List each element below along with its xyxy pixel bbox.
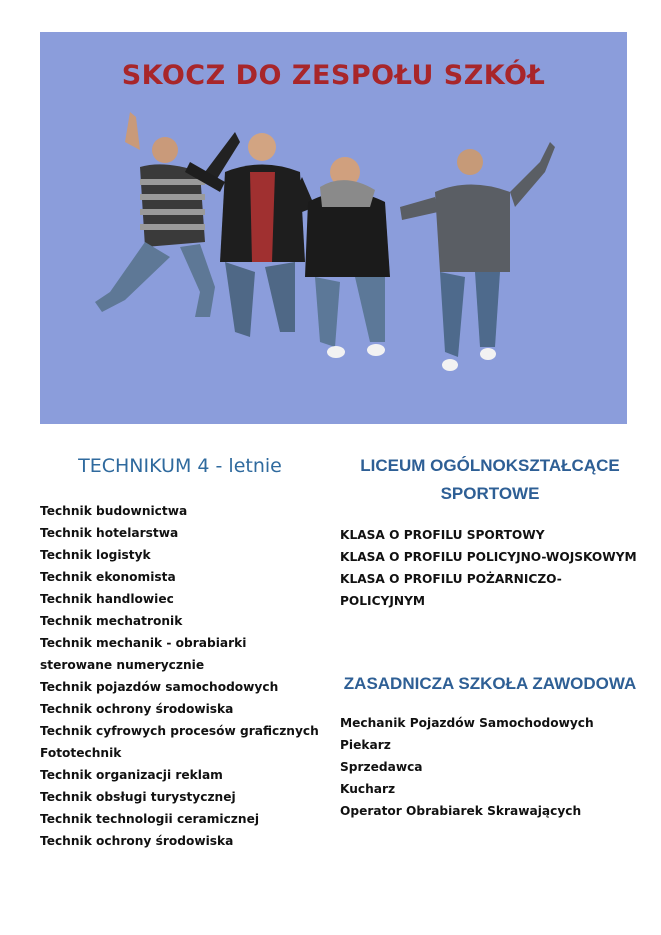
technikum-heading: TECHNIKUM 4 - letnie (78, 455, 282, 477)
list-item: Technik pojazdów samochodowych (40, 680, 279, 694)
technikum-list (40, 500, 320, 852)
technikum-section (40, 452, 320, 852)
list-item: Technik budownictwa (40, 504, 188, 518)
list-item: Technik organizacji reklam (40, 768, 223, 782)
list-item: Technik cyfrowych procesów graficznych (40, 724, 319, 738)
list-item: Sprzedawca (340, 760, 423, 774)
zawodowa-heading: ZASADNICZA SZKOŁA ZAWODOWA (343, 674, 637, 693)
list-item: KLASA O PROFILU POLICYJNO-WOJSKOWYM (340, 550, 637, 564)
student-1 (95, 112, 240, 317)
list-item: Technik logistyk (40, 548, 151, 562)
liceum-heading: LICEUM OGÓLNOKSZTAŁCĄCE SPORTOWE (360, 456, 620, 503)
list-item: Technik handlowiec (40, 592, 174, 606)
list-item: Technik ekonomista (40, 570, 176, 584)
zawodowa-section (340, 670, 640, 822)
list-item: KLASA O PROFILU POŻARNICZO-POLICYJNYM (340, 572, 562, 608)
student-4 (400, 142, 555, 371)
list-item: Technik hotelarstwa (40, 526, 179, 540)
list-item: Technik ochrony środowiska (40, 834, 234, 848)
banner (40, 32, 627, 424)
liceum-section (340, 452, 640, 612)
list-item: Operator Obrabiarek Skrawających (340, 804, 582, 818)
list-item: Technik ochrony środowiska (40, 702, 234, 716)
list-item: Technik mechatronik (40, 614, 183, 628)
list-item: Technik obsługi turystycznej (40, 790, 236, 804)
list-item: Mechanik Pojazdów Samochodowych (340, 716, 594, 730)
list-item: Technik technologii ceramicznej (40, 812, 260, 826)
list-item: Piekarz (340, 738, 391, 752)
list-item: Technik mechanik - obrabiarki sterowane numerycznie (40, 636, 247, 672)
list-item: Kucharz (340, 782, 396, 796)
student-3 (305, 157, 390, 358)
liceum-list (340, 524, 640, 612)
list-item: KLASA O PROFILU SPORTOWY (340, 528, 545, 542)
zawodowa-list (340, 712, 640, 822)
banner-title: SKOCZ DO ZESPOŁU SZKÓŁ (121, 60, 546, 91)
list-item: Fototechnik (40, 746, 122, 760)
